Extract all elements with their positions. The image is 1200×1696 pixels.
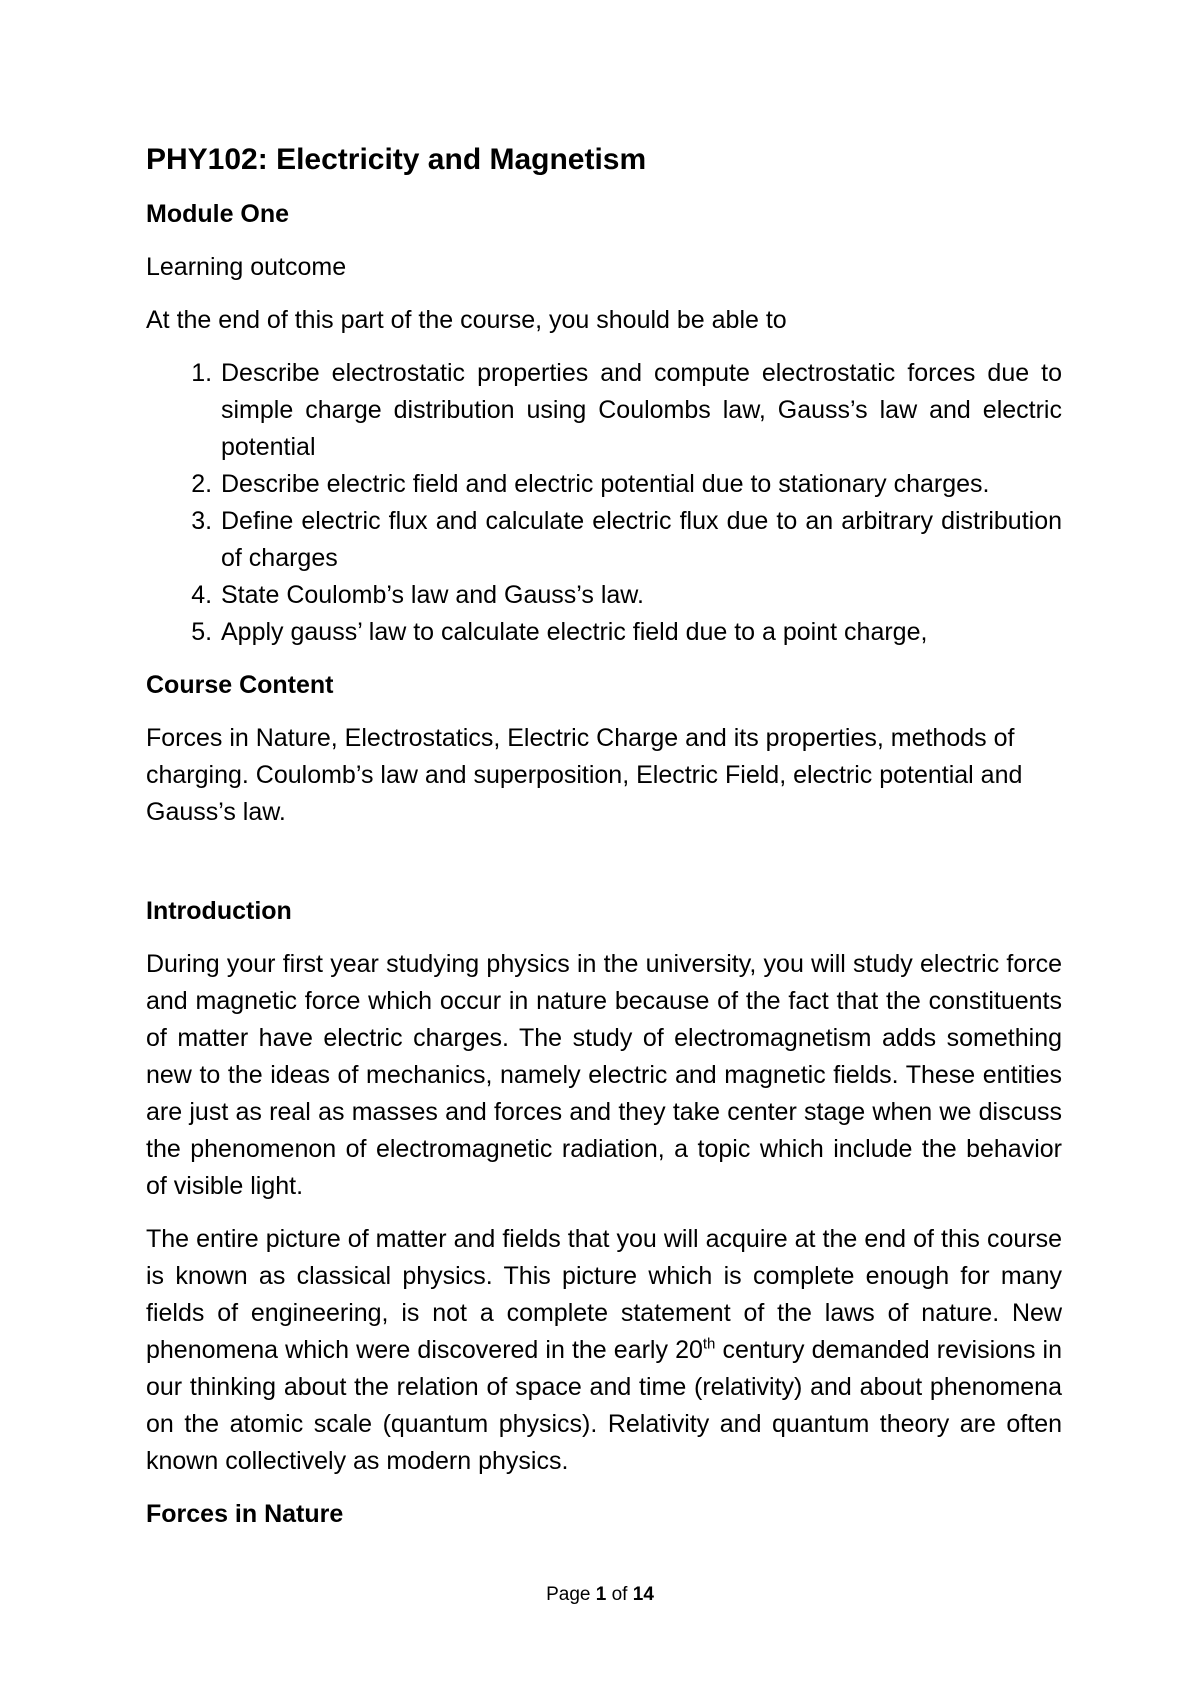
outcome-item: 3. Define electric flux and calculate electric flux due to an arbitrary distribution of charges bbox=[219, 503, 1062, 577]
intro-paragraph-2-text-rest: century demanded revisions in our thinking about the relation of space and time (relativity) and about phenomena on the atomic scale (quantum physics). Relativity and quantum theory are often known collectively as modern physics. bbox=[146, 1336, 1062, 1475]
superscript-th: th bbox=[702, 1335, 716, 1353]
current-page-number: 1 bbox=[595, 1584, 607, 1605]
forces-in-nature-heading: Forces in Nature bbox=[146, 1500, 344, 1528]
intro-paragraph-2 bbox=[146, 1221, 1062, 1480]
outcomes-intro: At the end of this part of the course, you should be able to bbox=[146, 306, 787, 334]
outcome-item: 1. Describe electrostatic properties and compute electrostatic forces due to simple charge distribution using Coulombs law, Gauss’s law and electric potential bbox=[219, 355, 1062, 466]
intro-paragraph-2-text: The entire picture of matter and fields that you will acquire at the end of this course is known as classical physics. This picture which is complete enough for many fields of engineering, is not a complete statement of the laws of nature. New phenomena which were discovered in the early 20 bbox=[146, 1225, 1062, 1364]
total-page-count: 14 bbox=[632, 1584, 654, 1605]
introduction-heading: Introduction bbox=[146, 897, 292, 925]
page-word: Page bbox=[546, 1584, 591, 1605]
course-content-heading: Course Content bbox=[146, 671, 334, 699]
document-title: PHY102: Electricity and Magnetism bbox=[146, 143, 647, 176]
intro-paragraph-1: During your first year studying physics in the university, you will study electric force and magnetic force which occur in nature because of the fact that the constituents of matter have electric charges. The study of electromagnetism adds something new to the ideas of mechanics, namely electric and magnetic fields. These entities are just as real as masses and forces and they take center stage when we discuss the phenomenon of electromagnetic radiation, a topic which include the behavior of visible light. bbox=[146, 950, 1062, 1200]
course-content-text: Forces in Nature, Electrostatics, Electric Charge and its properties, methods of charging. Coulomb’s law and superposition, Electric Field, electric potential and Gauss’s law. bbox=[146, 724, 1023, 826]
outcomes-list bbox=[146, 355, 1062, 651]
outcome-item: 2. Describe electric field and electric potential due to stationary charges. bbox=[219, 466, 1062, 503]
page-content bbox=[146, 138, 1062, 1549]
outcome-item: 5. Apply gauss’ law to calculate electric field due to a point charge, bbox=[219, 614, 1062, 651]
module-heading: Module One bbox=[146, 200, 290, 228]
of-word: of bbox=[611, 1584, 628, 1605]
learning-outcome-label: Learning outcome bbox=[146, 253, 347, 281]
outcome-item: 4. State Coulomb’s law and Gauss’s law. bbox=[219, 577, 1062, 614]
page-footer bbox=[0, 1583, 1200, 1607]
